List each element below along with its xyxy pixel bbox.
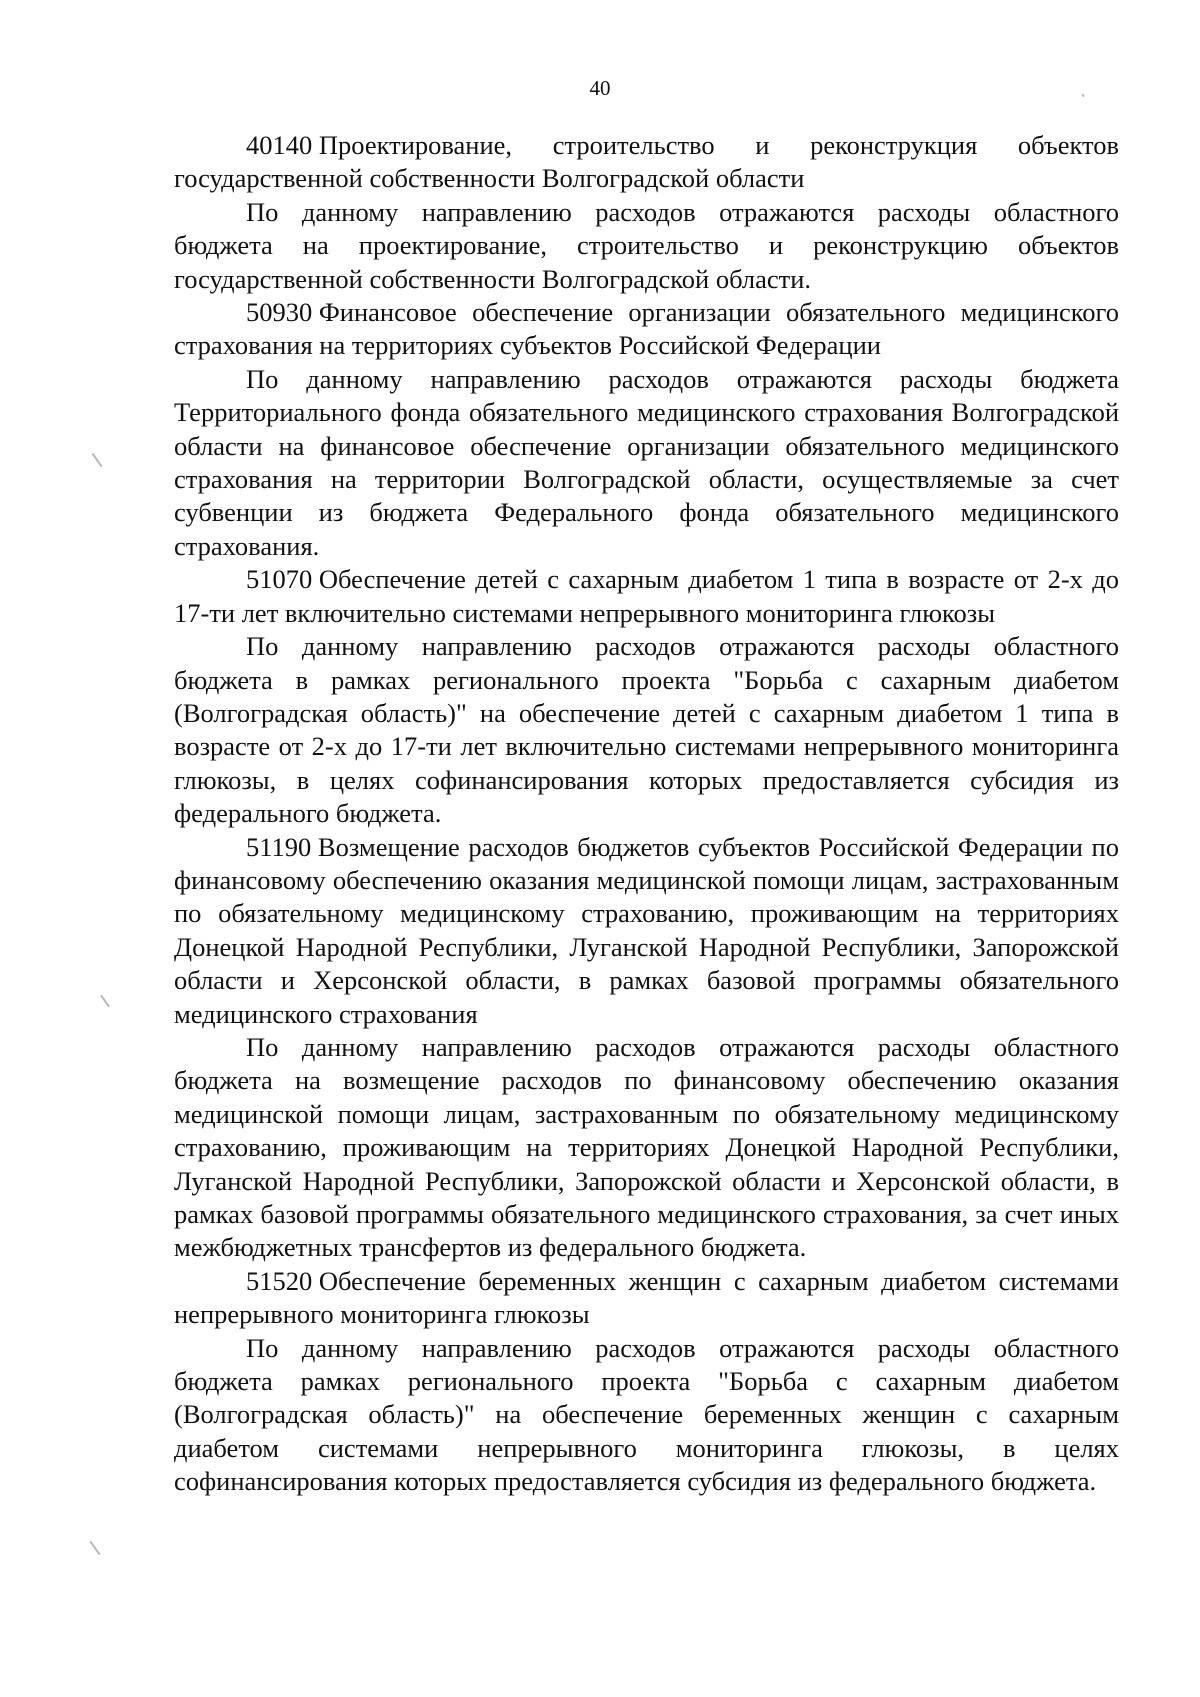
expense-code-heading bbox=[174, 831, 1119, 1031]
expense-code-title: Проектирование, строительство и реконструкция объектов государственной собственности Волгоградской области bbox=[174, 130, 1119, 194]
expense-code-title: Финансовое обеспечение организации обязательного медицинского страхования на территориях субъектов Российской Федерации bbox=[174, 297, 1119, 361]
expense-code: 50930 bbox=[246, 297, 313, 328]
expense-code: 40140 bbox=[246, 130, 313, 160]
expense-description: По данному направлению расходов отражаются расходы бюджета Территориального фонда обязательного медицинского страхования Волгоградской области на финансовое обеспечение организации обязательного медицинского страхования на территории Волгоградской области, осуществляемые за счет субвенции из бюджета Федерального фонда обязательного медицинского страхования. bbox=[174, 363, 1119, 561]
expense-description: По данному направлению расходов отражаются расходы областного бюджета рамках регионального проекта "Борьба с сахарным диабетом (Волгоградская область)" на обеспечение беременных женщин с сахарным диабетом системами непрерывного мониторинга глюкозы, в целях софинансирования которых предоставляется субсидия из федерального бюджета. bbox=[174, 1332, 1119, 1497]
expense-description: По данному направлению расходов отражаются расходы областного бюджета на возмещение расходов по финансовому обеспечению оказания медицинской помощи лицам, застрахованным по обязательному медицинскому страхованию, проживающим на территориях Донецкой Народной Республики, Луганской Народной Республики, Запорожской области и Херсонской области, в рамках базовой программы обязательного медицинского страхования, за счет иных межбюджетных трансфертов из федерального бюджета. bbox=[174, 1031, 1119, 1263]
expense-code-title: Обеспечение детей с сахарным диабетом 1 типа в возрасте от 2-х до 17-ти лет включительно системами непрерывного мониторинга глюкозы bbox=[174, 564, 1119, 628]
page-number: 40 bbox=[589, 76, 611, 100]
scan-speck bbox=[100, 995, 110, 1008]
expense-code-heading bbox=[174, 563, 1119, 630]
expense-code-heading bbox=[174, 296, 1119, 363]
expense-code: 51520 bbox=[246, 1265, 313, 1296]
scan-speck bbox=[90, 1541, 101, 1555]
expense-code-heading bbox=[174, 129, 1119, 196]
scan-speck bbox=[92, 453, 103, 467]
expense-code: 51190 bbox=[246, 831, 312, 862]
expense-code-title: Обеспечение беременных женщин с сахарным диабетом системами непрерывного мониторинга глюкозы bbox=[174, 1265, 1119, 1330]
document-body bbox=[174, 129, 1119, 1499]
expense-description: По данному направлению расходов отражаются расходы областного бюджета в рамках регионального проекта "Борьба с сахарным диабетом (Волгоградская область)" на обеспечение детей с сахарным диабетом 1 типа в возрасте от 2-х до 17-ти лет включительно системами непрерывного мониторинга глюкозы, в целях софинансирования которых предоставляется субсидия из федерального бюджета. bbox=[174, 631, 1119, 829]
expense-code-title: Возмещение расходов бюджетов субъектов Российской Федерации по финансовому обеспечению оказания медицинской помощи лицам, застрахованным по обязательному медицинскому страхованию, проживающим на территориях Донецкой Народной Республики, Луганской Народной Республики, Запорожской области и Херсонской области, в рамках базовой программы обязательного медицинского страхования bbox=[174, 831, 1119, 1029]
expense-code: 51070 bbox=[246, 564, 313, 595]
expense-description: По данному направлению расходов отражаются расходы областного бюджета на проектирование, строительство и реконструкцию объектов государственной собственности Волгоградской области. bbox=[174, 196, 1119, 294]
expense-code-heading bbox=[174, 1265, 1119, 1332]
